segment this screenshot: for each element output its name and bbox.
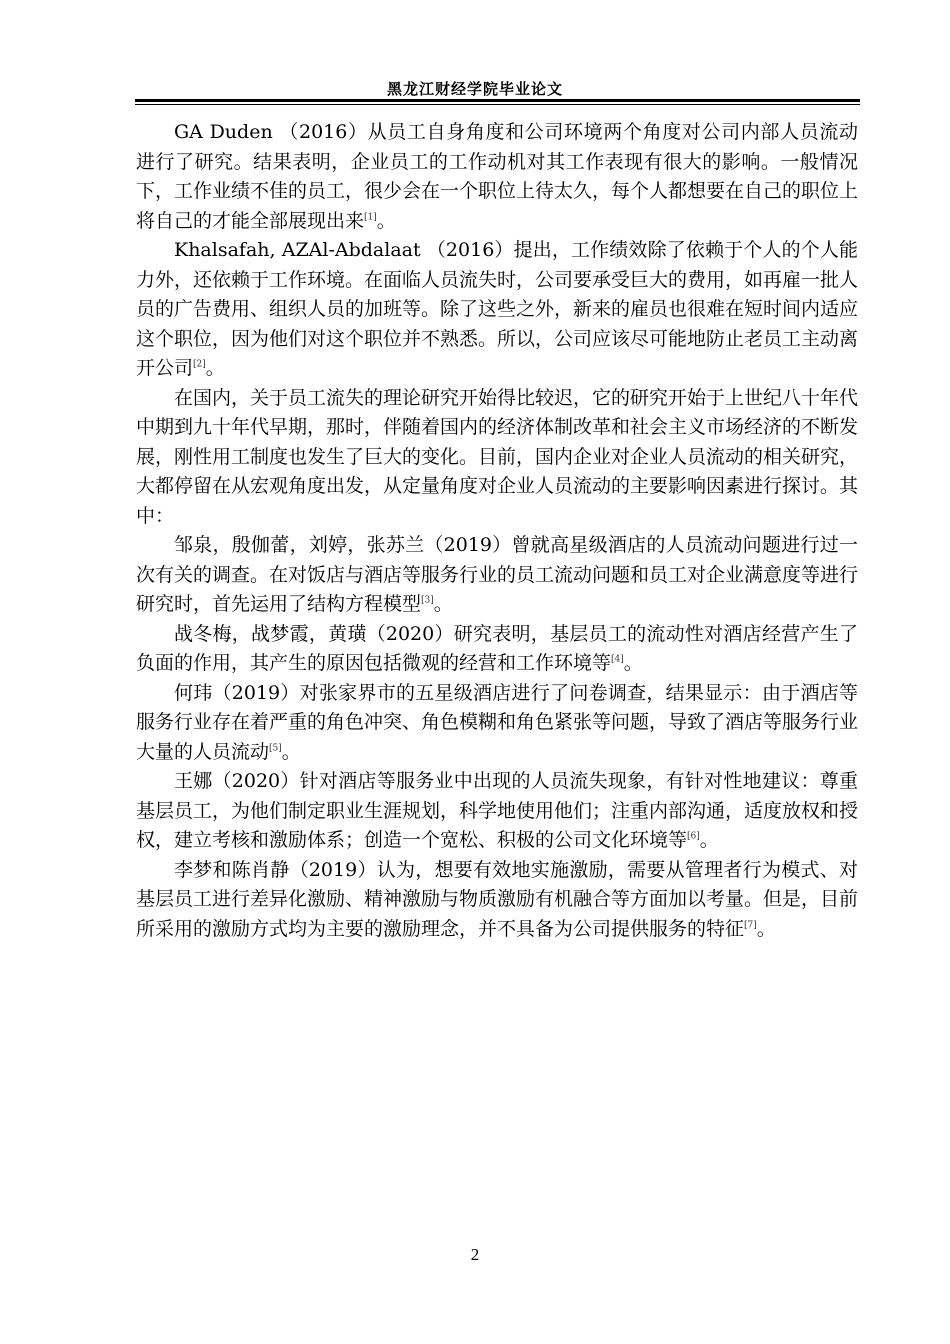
paragraph-6	[136, 679, 858, 768]
citation-marker: [4]	[611, 654, 624, 665]
header-rule-thin	[135, 104, 860, 105]
paragraph-text: 何玮（2019）对张家界市的五星级酒店进行了问卷调查，结果显示：由于酒店等服务行业存在着严重的角色冲突、角色模糊和角色紧张等问题，导致了酒店等服务行业大量的人员流动	[136, 681, 859, 763]
citation-marker: [3]	[421, 595, 434, 606]
citation-marker: [6]	[687, 831, 700, 842]
citation-marker: [5]	[269, 743, 282, 754]
paragraph-3	[136, 384, 858, 532]
paragraph-end: 。	[281, 740, 301, 763]
page-number: 2	[470, 1245, 480, 1264]
paragraph-end: 。	[699, 829, 719, 851]
citation-marker: [7]	[744, 920, 757, 931]
header-rule-thick	[135, 99, 860, 102]
paragraph-end: 。	[433, 593, 453, 615]
paragraph-4	[136, 531, 858, 620]
paragraph-text: Khalsafah, AZAl-Abdalaat （2016）提出，工作绩效除了依赖于个人的个人能力外，还依赖于工作环境。在面临人员流失时，公司要承受巨大的费用，如再雇一批人员的广告费用、组织人员的加班等。除了这些之外，新来的雇员也很难在短时间内适应这个职位，因为他们对这个职位并不熟悉。所以，公司应该尽可能地防止老员工主动离开公司	[136, 239, 859, 379]
paragraph-text: 在国内，关于员工流失的理论研究开始得比较迟，它的研究开始于上世纪八十年代中期到九十年代早期，那时，伴随着国内的经济体制改革和社会主义市场经济的不断发展，刚性用工制度也发生了巨大的变化。目前，国内企业对企业人员流动的相关研究，大都停留在从宏观角度出发，从定量角度对企业人员流动的主要影响因素进行探讨。其中：	[136, 386, 859, 527]
paragraph-5	[136, 620, 858, 679]
paragraph-2	[136, 236, 858, 384]
paragraph-1	[136, 118, 858, 236]
paragraph-end: 。	[623, 652, 643, 674]
paragraph-text: 邹泉，殷伽蕾，刘婷，张苏兰（2019）曾就高星级酒店的人员流动问题进行过一次有关的调查。在对饭店与酒店等服务行业的员工流动问题和员工对企业满意度等进行研究时，首先运用了结构方程模型	[136, 534, 859, 615]
paragraph-end: 。	[756, 917, 776, 940]
citation-marker: [2]	[193, 359, 206, 370]
paragraph-text: 王娜（2020）针对酒店等服务业中出现的人员流失现象，有针对性地建议：尊重基层员工，为他们制定职业生涯规划，科学地使用他们；注重内部沟通，适度放权和授权，建立考核和激励体系；创造一个宽松、积极的公司文化环境等	[136, 770, 859, 851]
paragraph-8	[136, 856, 858, 945]
paragraph-text: 李梦和陈肖静（2019）认为，想要有效地实施激励，需要从管理者行为模式、对基层员工进行差异化激励、精神激励与物质激励有机融合等方面加以考量。但是，目前所采用的激励方式均为主要的激励理念，并不具备为公司提供服务的特征	[136, 858, 859, 940]
paragraph-end: 。	[376, 209, 396, 232]
page-header-title: 黑龙江财经学院毕业论文	[386, 80, 563, 98]
paragraph-text: GA Duden （2016）从员工自身角度和公司环境两个角度对公司内部人员流动进行了研究。结果表明，企业员工的工作动机对其工作表现有很大的影响。一般情况下，工作业绩不佳的员工，很少会在一个职位上待太久，每个人都想要在自己的职位上将自己的才能全部展现出来	[136, 121, 859, 232]
paragraph-end: 。	[205, 357, 225, 379]
body-text	[136, 118, 858, 944]
citation-marker: [1]	[364, 212, 377, 223]
paragraph-text: 战冬梅，战梦霞，黄璜（2020）研究表明，基层员工的流动性对酒店经营产生了负面的作用，其产生的原因包括微观的经营和工作环境等	[136, 622, 858, 674]
paragraph-7	[136, 767, 858, 856]
